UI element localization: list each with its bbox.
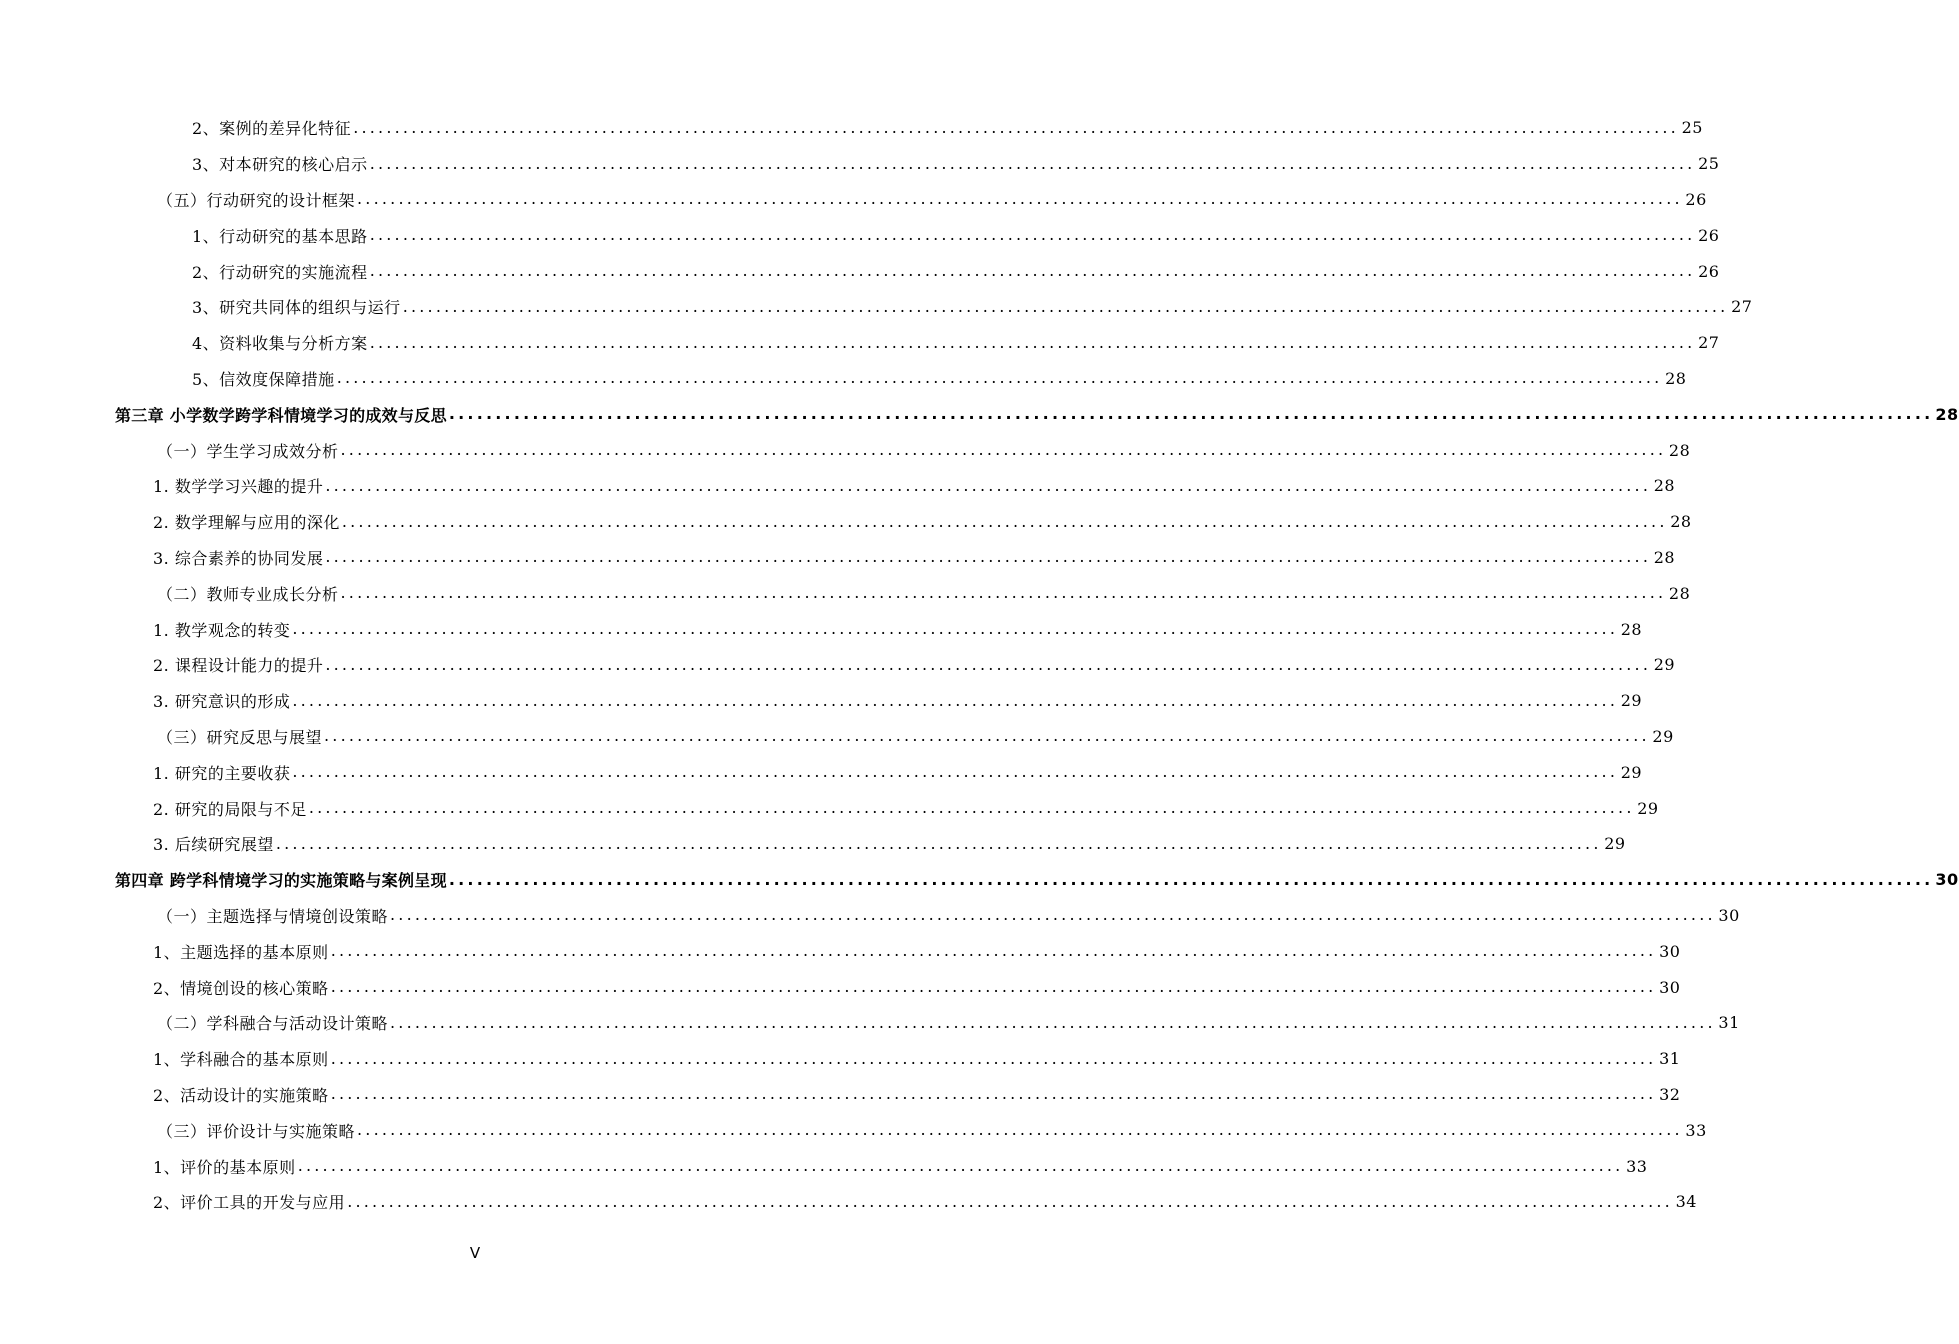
toc-entry-page: 28 [1668,583,1691,603]
toc-entry-title: （一）主题选择与情境创设策略 [157,906,389,926]
toc-entry-title: 1. 研究的主要收获 [153,763,291,783]
toc-leader-dots: ................................................................................................................................................................ [330,977,1657,997]
toc-leader-dots: ................................................................................................................................................................ [308,798,1635,818]
toc-entry-page: 29 [1652,726,1674,746]
toc-entry-sub[interactable] [0,253,1720,289]
toc-leader-dots: ................................................................................................................................................................ [336,368,1663,388]
toc-entry-sub2[interactable] [0,540,1676,576]
toc-entry-sub2[interactable] [0,504,1692,540]
toc-entry-section[interactable] [0,1005,1740,1041]
toc-entry-title: （一）学生学习成效分析 [157,441,339,461]
toc-entry-sub2[interactable] [0,1077,1681,1113]
toc-entry-title: 3、对本研究的核心启示 [192,155,368,175]
toc-entry-page: 34 [1675,1192,1697,1212]
toc-entry-title: 1、学科融合的基本原则 [153,1050,329,1070]
toc-leader-dots: ................................................................................................................................................................ [357,1120,1683,1140]
toc-entry-title: 1、行动研究的基本思路 [192,226,368,246]
toc-entry-page: 29 [1653,655,1676,675]
toc-leader-dots: ................................................................................................................................................................ [324,726,1650,746]
toc-entry-page: 25 [1681,118,1703,138]
toc-entry-sub[interactable] [0,146,1720,182]
toc-leader-dots: ................................................................................................................................................................ [341,511,1668,531]
toc-leader-dots: ................................................................................................................................................................ [347,1191,1673,1211]
toc-entry-sub[interactable] [0,361,1687,397]
toc-entry-chapter[interactable] [0,862,1959,898]
toc-leader-dots: ................................................................................................................................................................ [353,117,1679,137]
toc-leader-dots: ................................................................................................................................................................ [292,619,1619,639]
toc-leader-dots: ................................................................................................................................................................ [369,261,1696,281]
toc-entry-sub2[interactable] [0,683,1643,719]
toc-entry-title: 第四章 跨学科情境学习的实施策略与案例呈现 [115,871,447,891]
toc-entry-sub[interactable] [0,217,1720,253]
toc-entry-page: 32 [1659,1084,1681,1104]
toc-leader-dots: ................................................................................................................................................................ [297,1156,1624,1175]
toc-leader-dots: ................................................................................................................................................................ [369,332,1696,352]
toc-entry-page: 28 [1670,512,1692,532]
toc-leader-dots: ................................................................................................................................................................ [330,1048,1657,1068]
toc-entry-title: 5、信效度保障措施 [192,369,335,389]
toc-entry-page: 30 [1935,870,1959,890]
toc-entry-title: 3、研究共同体的组织与运行 [192,298,401,318]
toc-entry-title: 2、行动研究的实施流程 [192,262,368,282]
toc-entry-title: 3. 研究意识的形成 [153,692,291,712]
toc-entry-page: 30 [1659,941,1681,961]
toc-entry-section[interactable] [0,1112,1707,1148]
toc-entry-page: 31 [1659,1049,1681,1069]
page-number: V [469,1244,481,1262]
toc-entry-sub2[interactable] [0,1148,1648,1184]
toc-entry-page: 31 [1718,1013,1740,1033]
toc-entry-title: 2、情境创设的核心策略 [153,978,329,998]
table-of-contents [0,110,1959,1220]
toc-entry-sub2[interactable] [0,468,1676,504]
toc-leader-dots: ................................................................................................................................................................ [390,1012,1716,1032]
toc-entry-page: 29 [1620,762,1643,782]
toc-entry-title: 1、评价的基本原则 [153,1157,296,1177]
toc-entry-title: 2. 课程设计能力的提升 [153,656,324,676]
toc-entry-sub2[interactable] [0,754,1643,790]
toc-entry-title: 2、案例的差异化特征 [192,119,352,139]
toc-entry-page: 29 [1604,834,1626,854]
toc-entry-title: （二）教师专业成长分析 [157,584,339,604]
toc-entry-section[interactable] [0,898,1740,934]
toc-entry-sub2[interactable] [0,933,1681,969]
toc-entry-sub2[interactable] [0,611,1643,647]
toc-entry-section[interactable] [0,182,1707,218]
toc-entry-page: 25 [1698,154,1720,174]
toc-leader-dots: ................................................................................................................................................................ [275,833,1602,853]
toc-entry-title: 2、评价工具的开发与应用 [153,1193,346,1213]
toc-entry-title: 2. 数学理解与应用的深化 [153,513,340,533]
toc-leader-dots: ................................................................................................................................................................ [390,905,1716,925]
toc-entry-title: 1. 数学学习兴趣的提升 [153,477,324,497]
toc-entry-title: 4、资料收集与分析方案 [192,334,368,354]
toc-entry-sub2[interactable] [0,826,1626,862]
toc-entry-section[interactable] [0,575,1691,611]
toc-leader-dots: ................................................................................................................................................................ [369,153,1696,173]
toc-entry-title: （三）研究反思与展望 [157,727,323,747]
toc-entry-page: 30 [1659,977,1681,997]
toc-entry-page: 30 [1718,905,1740,925]
toc-entry-page: 26 [1698,225,1720,245]
toc-entry-page: 29 [1620,691,1643,711]
toc-leader-dots: ................................................................................................................................................................ [330,1084,1657,1104]
toc-entry-page: 29 [1637,798,1659,818]
toc-entry-title: （三）评价设计与实施策略 [157,1121,356,1141]
toc-entry-title: 2. 研究的局限与不足 [153,799,307,819]
toc-entry-title: 第三章 小学数学跨学科情境学习的成效与反思 [115,405,447,425]
toc-leader-dots: ................................................................................................................................................................ [292,762,1619,782]
toc-leader-dots: ................................................................................................................................................................ [340,583,1667,603]
toc-entry-page: 28 [1653,547,1676,567]
toc-entry-title: （二）学科融合与活动设计策略 [157,1014,389,1034]
toc-leader-dots: ................................................................................................................................................................ [448,869,1934,889]
toc-entry-page: 33 [1685,1120,1707,1140]
toc-leader-dots: ................................................................................................................................................................ [325,547,1652,567]
toc-leader-dots: ................................................................................................................................................................ [357,189,1683,209]
toc-entry-page: 33 [1626,1156,1648,1176]
toc-entry-sub2[interactable] [0,647,1676,683]
toc-entry-sub2[interactable] [0,969,1681,1005]
toc-leader-dots: ................................................................................................................................................................ [402,296,1729,316]
toc-entry-title: 2、活动设计的实施策略 [153,1085,329,1105]
toc-entry-title: 1、主题选择的基本原则 [153,942,329,962]
toc-entry-page: 28 [1665,368,1687,388]
toc-entry-sub2[interactable] [0,1041,1681,1077]
toc-entry-sub[interactable] [0,289,1753,325]
toc-entry-sub[interactable] [0,325,1720,361]
toc-entry-section[interactable] [0,432,1691,468]
toc-entry-page: 26 [1698,261,1720,281]
toc-leader-dots: ................................................................................................................................................................ [325,654,1652,674]
toc-entry-page: 28 [1935,404,1959,424]
toc-entry-sub2[interactable] [0,1184,1697,1220]
toc-entry-title: 1. 教学观念的转变 [153,620,291,640]
toc-entry-sub2[interactable] [0,790,1659,826]
toc-leader-dots: ................................................................................................................................................................ [325,475,1652,495]
toc-leader-dots: ................................................................................................................................................................ [292,690,1619,710]
toc-entry-sub[interactable] [0,110,1703,146]
toc-leader-dots: ................................................................................................................................................................ [369,225,1696,245]
toc-entry-title: 3. 后续研究展望 [153,835,274,855]
toc-entry-page: 27 [1698,333,1720,353]
toc-leader-dots: ................................................................................................................................................................ [340,440,1667,460]
toc-leader-dots: ................................................................................................................................................................ [330,941,1657,961]
toc-entry-chapter[interactable] [0,396,1959,432]
toc-entry-page: 28 [1668,440,1691,460]
toc-entry-page: 27 [1731,297,1753,317]
toc-leader-dots: ................................................................................................................................................................ [448,404,1934,424]
toc-entry-page: 26 [1685,189,1707,209]
toc-entry-page: 28 [1620,619,1643,639]
toc-entry-title: 3. 综合素养的协同发展 [153,548,324,568]
toc-entry-title: （五）行动研究的设计框架 [157,190,356,210]
toc-entry-page: 28 [1653,476,1676,496]
toc-entry-section[interactable] [0,719,1674,755]
